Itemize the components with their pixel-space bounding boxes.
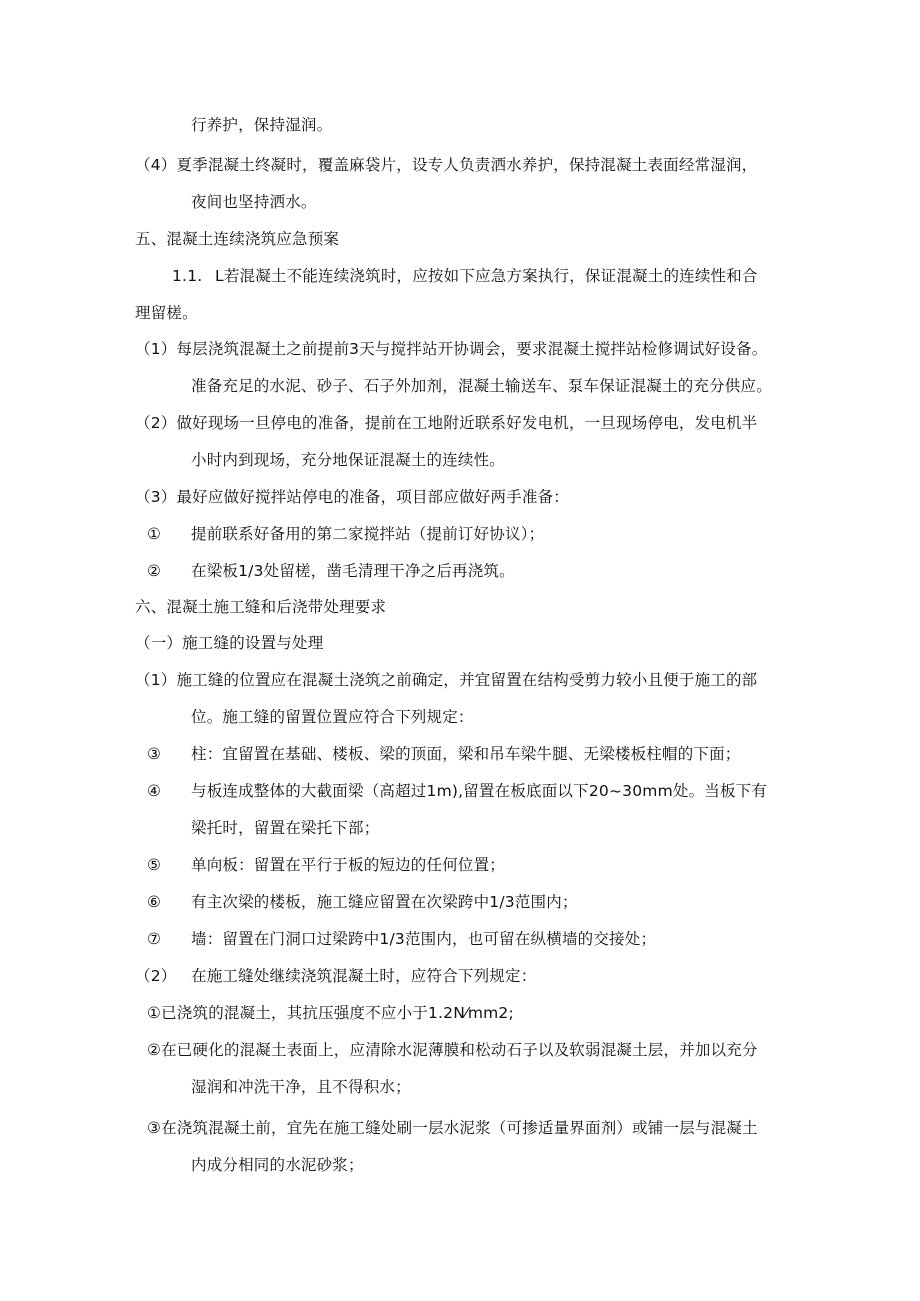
text-line: 柱：宜留置在基础、楼板、梁的顶面，梁和吊车梁牛腿、无梁楼板柱帽的下面；: [191, 745, 741, 763]
text-line: ①已浇筑的混凝土，其抗压强度不应小于1.2N⁄mm2;: [147, 1004, 514, 1022]
text-line: 在梁板1/3处留槎，凿毛清理干净之后再浇筑。: [191, 562, 515, 580]
text-line: 准备充足的水泥、砂子、石子外加剂，混凝土输送车、泵车保证混凝土的充分供应。: [191, 377, 772, 395]
text-line: ③在浇筑混凝土前，宜先在施工缝处刷一层水泥浆（可掺适量界面剂）或铺一层与混凝土: [147, 1119, 758, 1137]
list-marker: （2）: [135, 967, 177, 985]
text-line: 单向板：留置在平行于板的短边的任何位置；: [191, 856, 506, 874]
text-line: （2）做好现场一旦停电的准备，提前在工地附近联系好发电机，一旦现场停电，发电机半: [135, 414, 758, 432]
text-line: 理留槎。: [135, 304, 198, 322]
text-line: 夜间也坚持洒水。: [191, 193, 317, 211]
text-line: 在施工缝处继续浇筑混凝土时，应符合下列规定：: [191, 967, 537, 985]
text-line: 与板连成整体的大截面梁（高超过1m),留置在板底面以下20~30mm处。当板下有: [191, 782, 768, 800]
section-heading: 五、混凝土连续浇筑应急预案: [135, 230, 340, 248]
list-marker: ②: [147, 562, 162, 580]
section-heading: 六、混凝土施工缝和后浇带处理要求: [135, 598, 387, 616]
text-line: （1）施工缝的位置应在混凝土浇筑之前确定，并宜留置在结构受剪力较小且便于施工的部: [135, 671, 758, 689]
list-marker: ⑥: [147, 893, 162, 911]
list-marker: ③: [147, 745, 162, 763]
text-line: 内成分相同的水泥砂浆；: [191, 1156, 364, 1174]
text-line: （4）夏季混凝土终凝时，覆盖麻袋片，设专人负责洒水养护，保持混凝土表面经常湿润，: [135, 156, 758, 174]
text-line: 行养护，保持湿润。: [191, 116, 333, 134]
list-marker: ⑦: [147, 930, 162, 948]
text-line: 位。施工缝的留置位置应符合下列规定：: [191, 708, 474, 726]
text-line: 墙：留置在门洞口过梁跨中1/3范围内，也可留在纵横墙的交接处；: [191, 930, 657, 948]
list-marker: ④: [147, 782, 162, 800]
text-line: 有主次梁的楼板，施工缝应留置在次梁跨中1/3范围内；: [191, 893, 578, 911]
text-line: L若混凝土不能连续浇筑时，应按如下应急方案执行，保证混凝土的连续性和合: [215, 267, 758, 285]
text-line: ②在已硬化的混凝土表面上，应清除水泥薄膜和松动石子以及软弱混凝土层，并加以充分: [147, 1041, 758, 1059]
text-line: 小时内到现场，充分地保证混凝土的连续性。: [191, 451, 506, 469]
subsection-heading: （一）施工缝的设置与处理: [135, 634, 324, 652]
text-line: （3）最好应做好搅拌站停电的准备，项目部应做好两手准备：: [135, 488, 569, 506]
text-line: 湿润和冲洗干净，且不得积水；: [191, 1078, 411, 1096]
text-line: （1）每层浇筑混凝土之前提前3天与搅拌站开协调会，要求混凝土搅拌站检修调试好设备。: [135, 340, 768, 358]
text-line: 提前联系好备用的第二家搅拌站（提前订好协议）；: [191, 525, 545, 543]
clause-number: 1.1.: [172, 267, 203, 285]
text-line: 梁托时，留置在梁托下部；: [191, 819, 380, 837]
list-marker: ①: [147, 525, 162, 543]
list-marker: ⑤: [147, 856, 162, 874]
